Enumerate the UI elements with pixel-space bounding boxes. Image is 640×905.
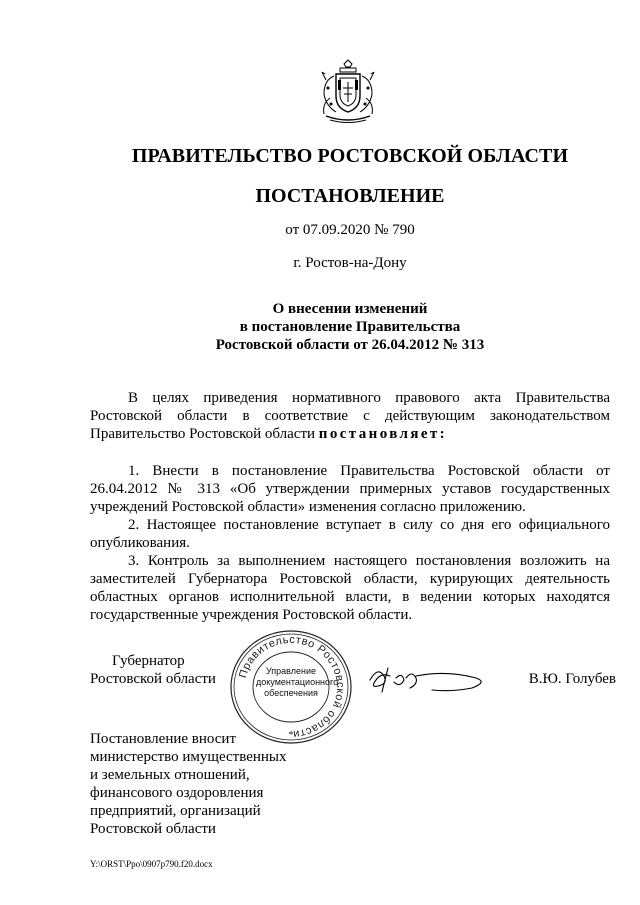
item-paragraph: 3. Контроль за выполнением настоящего постановления возложить на заместителей Губернатора Ростовской области, курирующих деятельность областных органов исполнительной власти, в ведении которых находятся государственные учреждения Ростовской области. xyxy=(90,553,610,623)
signatory-role xyxy=(90,652,250,688)
intro-text: В целях приведения нормативного правового акта Правительства Ростовской области в соответствие с действующим законодательством Правительство Ростовской области xyxy=(90,390,610,442)
item-paragraph: 2. Настоящее постановление вступает в силу со дня его официального опубликования. xyxy=(90,517,610,551)
subject-line: в постановление Правительства xyxy=(239,319,461,335)
submitter-line: финансового оздоровления xyxy=(90,785,264,801)
document-city: г. Ростов-на-Дону xyxy=(293,255,407,271)
seal-inner-text xyxy=(256,666,339,699)
document-subject xyxy=(0,300,640,354)
seal-line: документационного xyxy=(256,677,339,687)
intro-paragraph xyxy=(90,389,610,443)
file-path: Y:\ORST\Ppo\0907p790.f20.docx xyxy=(90,859,213,869)
document-type: ПОСТАНОВЛЕНИЕ xyxy=(255,185,445,207)
decree-word: постановляет: xyxy=(318,426,448,442)
government-title: ПРАВИТЕЛЬСТВО РОСТОВСКОЙ ОБЛАСТИ xyxy=(131,145,569,167)
submitter-block xyxy=(90,730,320,838)
submitter-line: предприятий, организаций xyxy=(90,803,261,819)
submitter-line: Ростовской области xyxy=(90,821,216,837)
svg-text:Правительство Ростовской облас: Правительство Ростовской области xyxy=(237,633,347,741)
svg-text:*: * xyxy=(288,730,294,741)
document-date-number: от 07.09.2020 № 790 xyxy=(285,222,415,238)
submitter-line: Постановление вносит xyxy=(90,731,237,747)
subject-line: О внесении изменений xyxy=(272,301,428,317)
coat-of-arms-icon xyxy=(316,58,380,126)
signatory-name: В.Ю. Голубев xyxy=(528,671,616,687)
role-line: Ростовской области xyxy=(90,671,216,687)
seal-line: Управление xyxy=(265,666,317,676)
submitter-line: и земельных отношений, xyxy=(90,767,250,783)
handwritten-signature-icon xyxy=(366,660,496,696)
submitter-line: министерство имущественных xyxy=(90,749,287,765)
role-line: Губернатор xyxy=(112,653,185,669)
subject-line: Ростовской области от 26.04.2012 № 313 xyxy=(215,337,485,353)
item-paragraph: 1. Внести в постановление Правительства Ростовской области от 26.04.2012 № 313 «Об утверждении примерных уставов государственных учреждений Ростовской области» изменения согласно приложению. xyxy=(90,463,610,515)
seal-line: обеспечения xyxy=(264,688,318,698)
